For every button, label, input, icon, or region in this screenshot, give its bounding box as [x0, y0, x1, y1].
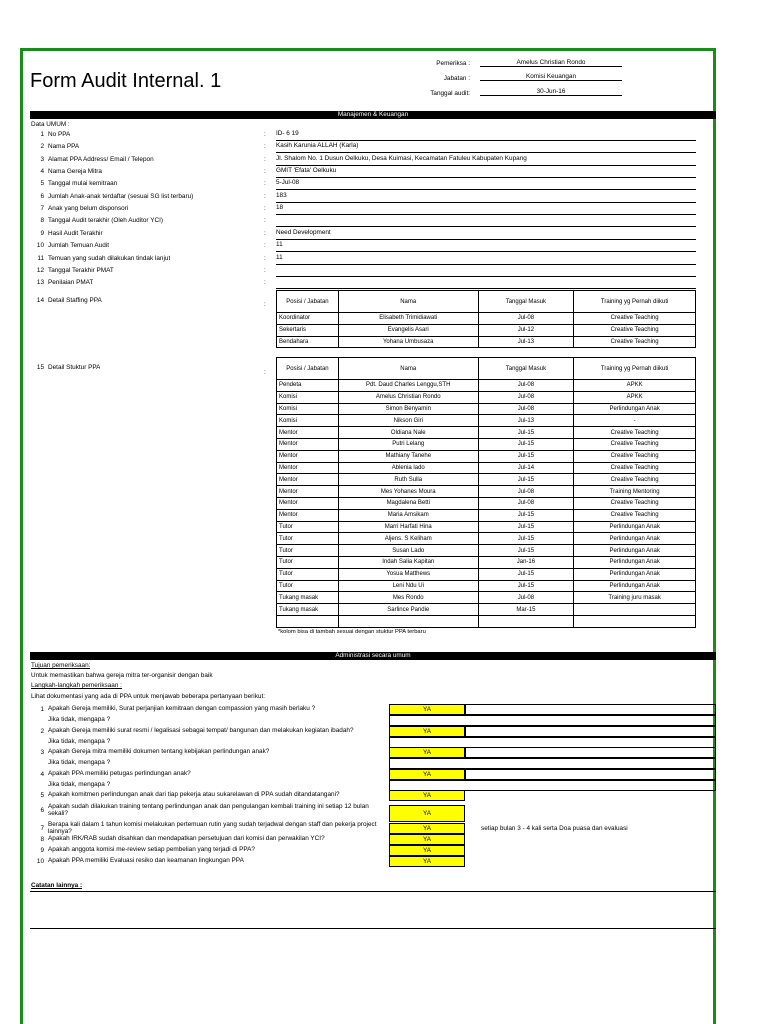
struktur-cell[interactable]: Simon Benyamin: [338, 403, 478, 415]
question-text: Apakah PPA memiliki petugas perlindungan anak?: [48, 770, 191, 777]
staff-header-cell: Nama: [338, 291, 478, 313]
struktur-cell[interactable]: [574, 615, 696, 627]
field-label: Jumlah Anak-anak terdaftar (sesuai SG list terbaru): [48, 192, 194, 200]
struktur-cell[interactable]: Mes Yohanes Moura: [338, 486, 478, 498]
staff-row: [277, 324, 696, 336]
field-label: Tanggal mulai kemitraan: [48, 180, 118, 188]
staff-header-cell: Posisi / Jabatan: [277, 291, 339, 313]
field-colon: :: [264, 254, 266, 262]
struktur-cell[interactable]: Jul-15: [478, 474, 574, 486]
pemeriksa-value[interactable]: Amelus Christian Rondo: [480, 59, 622, 67]
question-extra: setiap bulan 3 - 4 kali serta Doa puasa dan evaluasi: [481, 825, 628, 832]
struktur-cell[interactable]: Tutor: [277, 545, 339, 557]
answer-note[interactable]: [465, 726, 716, 737]
field-value[interactable]: 11: [276, 241, 696, 252]
field-colon: :: [264, 229, 266, 237]
staff-header-row: [277, 291, 696, 313]
struktur-header-cell: Tanggal Masuk: [478, 358, 574, 380]
section-bar-manajemen: Manajemen & Keuangan: [30, 111, 716, 119]
struktur-cell[interactable]: Jul-08: [478, 486, 574, 498]
answer-note[interactable]: [465, 747, 716, 758]
question-text: Apakah komitmen perlindungan anak dari tiap pekerja atau sukarelawan di PPA sudah ditandatangani?: [48, 791, 340, 798]
struktur-cell[interactable]: Jul-15: [478, 533, 574, 545]
struktur-row: [277, 592, 696, 604]
struktur-row: [277, 391, 696, 403]
struktur-cell[interactable]: [277, 615, 339, 627]
struktur-cell[interactable]: Ruth Sulla: [338, 474, 478, 486]
struktur-cell[interactable]: Yosua Matthews: [338, 568, 478, 580]
question-text: Apakah Gereja memiliki, Surat perjanjian kemitraan dengan compassion yang masih berlaku ?: [48, 705, 316, 712]
answer-ya[interactable]: YA: [389, 704, 465, 715]
struktur-cell[interactable]: [338, 615, 478, 627]
staff-header-cell: Tanggal Masuk: [478, 291, 574, 313]
answer-note[interactable]: [465, 704, 716, 715]
struktur-cell[interactable]: Perlindungan Anak: [574, 521, 696, 533]
question-number: 7: [40, 825, 44, 832]
struktur-cell[interactable]: Ablenia lado: [338, 462, 478, 474]
field-value[interactable]: 183: [276, 192, 696, 203]
jika-label: Jika tidak, mengapa ?: [48, 759, 111, 766]
answer-note[interactable]: [465, 769, 716, 780]
struktur-cell[interactable]: Perlindungan Anak: [574, 580, 696, 592]
struktur-cell[interactable]: Creative Teaching: [574, 462, 696, 474]
staff-cell[interactable]: Sekertaris: [277, 324, 339, 336]
staff-cell[interactable]: Evangelis Asari: [338, 324, 478, 336]
field-colon: :: [264, 180, 266, 188]
struktur-cell[interactable]: Creative Teaching: [574, 450, 696, 462]
struktur-cell[interactable]: Mentor: [277, 486, 339, 498]
struktur-label: Detail Stuktur PPA: [48, 364, 101, 371]
staff-cell[interactable]: Creative Teaching: [574, 313, 696, 325]
field-label: Tanggal Audit terakhir (Oleh Auditor YCI): [48, 217, 163, 225]
struktur-row: [277, 486, 696, 498]
staff-row: [277, 336, 696, 348]
struktur-cell[interactable]: Tutor: [277, 533, 339, 545]
struktur-cell[interactable]: Jul-15: [478, 568, 574, 580]
struktur-cell[interactable]: Mes Rondo: [338, 592, 478, 604]
struktur-cell[interactable]: Mentor: [277, 450, 339, 462]
struktur-cell[interactable]: Mentor: [277, 462, 339, 474]
struktur-cell[interactable]: Jul-15: [478, 427, 574, 439]
jabatan-value[interactable]: Komisi Keuangan: [480, 73, 622, 81]
struktur-cell[interactable]: [478, 615, 574, 627]
struktur-colon: :: [264, 369, 266, 376]
question-number: 10: [36, 858, 44, 865]
answer-ya[interactable]: YA: [389, 856, 465, 867]
staff-cell[interactable]: Jul-13: [478, 336, 574, 348]
struktur-cell[interactable]: Jul-15: [478, 545, 574, 557]
question-number: 2: [40, 728, 44, 735]
field-number: 13: [36, 279, 44, 287]
struktur-cell[interactable]: Creative Teaching: [574, 427, 696, 439]
question-number: 1: [40, 706, 44, 713]
struktur-cell[interactable]: Mar-15: [478, 604, 574, 616]
field-value[interactable]: 5-Jul-08: [276, 179, 696, 190]
field-number: 6: [40, 192, 44, 200]
struktur-row: [277, 556, 696, 568]
field-colon: :: [264, 242, 266, 250]
struktur-cell[interactable]: Mentor: [277, 474, 339, 486]
staff-colon: :: [264, 301, 266, 308]
staff-number: 14: [36, 297, 44, 304]
struktur-cell[interactable]: Putri Lelang: [338, 438, 478, 450]
struktur-cell[interactable]: APKK: [574, 380, 696, 392]
question-text: Apakah IRK/RAB sudah disahkan dan mendapatkan persetujuan dari komisi dan perwakilan YCI?: [48, 835, 325, 842]
question-text: Apakah Gereja memiliki surat resmi / legalisasi sebagai tempat/ bangunan dan melakukan kegiatan ibadah?: [48, 727, 354, 734]
struktur-cell[interactable]: Jul-08: [478, 497, 574, 509]
struktur-cell[interactable]: Pendeta: [277, 380, 339, 392]
field-label: Nama Gereja Mitra: [48, 168, 102, 176]
struktur-cell[interactable]: Creative Teaching: [574, 438, 696, 450]
question-number: 5: [40, 792, 44, 799]
struktur-cell[interactable]: Tutor: [277, 521, 339, 533]
struktur-row: [277, 533, 696, 545]
struktur-cell[interactable]: Komisi: [277, 403, 339, 415]
struktur-row: [277, 580, 696, 592]
struktur-cell[interactable]: Perlindungan Anak: [574, 403, 696, 415]
field-colon: :: [264, 217, 266, 225]
field-colon: :: [264, 205, 266, 213]
struktur-cell[interactable]: Jul-08: [478, 391, 574, 403]
answer-ya[interactable]: YA: [389, 747, 465, 758]
struktur-cell[interactable]: Jul-15: [478, 450, 574, 462]
struktur-row: [277, 497, 696, 509]
field-value[interactable]: Kasih Karunia ALLAH (Karla): [276, 142, 696, 153]
field-number: 1: [40, 131, 44, 138]
struktur-cell[interactable]: Oldiana Nale: [338, 427, 478, 439]
jika-answer[interactable]: [389, 758, 716, 769]
struktur-cell[interactable]: Tukang masak: [277, 592, 339, 604]
field-colon: :: [264, 155, 266, 163]
struktur-cell[interactable]: Marri Harfati Hina: [338, 521, 478, 533]
staff-label: Detail Staffing PPA: [48, 297, 102, 304]
field-value[interactable]: Need Development: [276, 229, 696, 240]
struktur-header-row: [277, 358, 696, 380]
staff-header-cell: Training yg Pernah diikuti: [574, 291, 696, 313]
struktur-cell[interactable]: Perlindungan Anak: [574, 533, 696, 545]
catatan-label: Catatan lainnya :: [31, 882, 83, 889]
struktur-cell[interactable]: Creative Teaching: [574, 474, 696, 486]
struktur-cell[interactable]: Tukang masak: [277, 604, 339, 616]
answer-ya[interactable]: YA: [389, 834, 465, 845]
struktur-row: [277, 415, 696, 427]
struktur-row: [277, 615, 696, 627]
staff-cell[interactable]: Jul-12: [478, 324, 574, 336]
jika-label: Jika tidak, mengapa ?: [48, 781, 111, 788]
struktur-row: [277, 403, 696, 415]
answer-ya[interactable]: YA: [389, 845, 465, 856]
field-value[interactable]: 11: [276, 254, 696, 265]
field-number: 9: [40, 229, 44, 237]
struktur-cell[interactable]: Tutor: [277, 580, 339, 592]
struktur-row: [277, 474, 696, 486]
struktur-row: [277, 509, 696, 521]
field-label: Temuan yang sudah dilakukan tindak lanjut: [48, 254, 171, 262]
field-value[interactable]: Jl. Shalom No. 1 Dusun Oelkuku, Desa Kuimasi, Kecamatan Fatuleu Kabupaten Kupang: [276, 155, 696, 166]
field-number: 3: [40, 155, 44, 163]
struktur-cell[interactable]: Magdalena Betti: [338, 497, 478, 509]
question-text: Berapa kali dalam 1 tahun komisi melakukan pertemuan rutin yang sudah terjadwal dengan staff dan pekerja project lainnya?: [48, 821, 377, 835]
struktur-cell[interactable]: Jul-08: [478, 380, 574, 392]
struktur-table: [276, 357, 696, 628]
field-label: Hasil Audit Terakhir: [48, 229, 103, 237]
field-value[interactable]: [276, 278, 696, 289]
field-colon: :: [264, 168, 266, 176]
field-label: Nama PPA: [48, 143, 80, 151]
field-value[interactable]: [276, 266, 696, 277]
langkah-text: Lihat dokumentasi yang ada di PPA untuk menjawab beberapa pertanyaan berikut:: [31, 693, 266, 700]
struktur-row: [277, 380, 696, 392]
staff-cell[interactable]: Yohana Umbusaza: [338, 336, 478, 348]
struktur-row: [277, 462, 696, 474]
field-colon: :: [264, 192, 266, 200]
pemeriksa-label: Pemeriksa :: [436, 60, 470, 67]
struktur-cell[interactable]: Creative Teaching: [574, 497, 696, 509]
answer-ya[interactable]: YA: [389, 805, 465, 822]
struktur-row: [277, 427, 696, 439]
struktur-cell[interactable]: Jul-13: [478, 415, 574, 427]
struktur-cell[interactable]: Training juru masak: [574, 592, 696, 604]
staff-cell[interactable]: Elisabeth Trimidiawati: [338, 313, 478, 325]
question-text: Apakah PPA memiliki Evaluasi resiko dan keamanan lingkungan PPA: [48, 857, 244, 864]
struktur-cell[interactable]: Mentor: [277, 497, 339, 509]
jabatan-label: Jabatan :: [443, 75, 470, 82]
section-bar-administrasi: Administrasi secara umum: [30, 652, 716, 660]
field-label: No PPA: [48, 131, 71, 138]
struktur-note: *kolom bisa di tambah sesuai dengan stuktur PPA terbaru: [278, 629, 426, 635]
question-number: 9: [40, 847, 44, 854]
question-number: 6: [40, 807, 44, 814]
field-label: Jumlah Temuan Audit: [48, 242, 109, 250]
field-number: 8: [40, 217, 44, 225]
question-text: Apakah anggota komisi me-review setiap pembelian yang terjadi di PPA?: [48, 846, 255, 853]
struktur-header-cell: Training yg Pernah diikuti: [574, 358, 696, 380]
struktur-cell[interactable]: Komisi: [277, 415, 339, 427]
field-label: Anak yang belum disponsori: [48, 205, 129, 213]
answer-ya[interactable]: YA: [389, 769, 465, 780]
struktur-cell[interactable]: -: [574, 415, 696, 427]
struktur-cell[interactable]: Jul-15: [478, 580, 574, 592]
staff-cell[interactable]: Creative Teaching: [574, 324, 696, 336]
struktur-cell[interactable]: Perlindungan Anak: [574, 545, 696, 557]
struktur-header-cell: Posisi / Jabatan: [277, 358, 339, 380]
answer-ya[interactable]: YA: [389, 790, 465, 801]
struktur-cell[interactable]: Pdt. Daud Charles Lenggu,STH: [338, 380, 478, 392]
field-value[interactable]: 18: [276, 204, 696, 215]
struktur-cell[interactable]: Maria Amsikam: [338, 509, 478, 521]
staff-cell[interactable]: Creative Teaching: [574, 336, 696, 348]
struktur-cell[interactable]: Sarlince Pandie: [338, 604, 478, 616]
answer-ya[interactable]: YA: [389, 726, 465, 737]
field-label: Alamat PPA Address/ Email / Telepon: [48, 155, 154, 163]
staff-cell[interactable]: Koordinator: [277, 313, 339, 325]
field-number: 11: [37, 254, 44, 262]
struktur-cell[interactable]: Komisi: [277, 391, 339, 403]
field-value[interactable]: GMIT 'Efata' Oelkuku: [276, 167, 696, 178]
staff-row: [277, 313, 696, 325]
jika-answer[interactable]: [389, 715, 716, 726]
field-number: 5: [40, 180, 44, 188]
struktur-cell[interactable]: Tutor: [277, 568, 339, 580]
question-number: 4: [40, 771, 44, 778]
struktur-cell[interactable]: Jul-15: [478, 521, 574, 533]
struktur-cell[interactable]: Leni Ndu Ui: [338, 580, 478, 592]
struktur-cell[interactable]: Amelus Christian Rondo: [338, 391, 478, 403]
tujuan-text: Untuk memastikan bahwa gereja mitra ter-organisir dengan baik: [31, 672, 213, 679]
field-number: 2: [40, 143, 44, 151]
data-umum-label: Data UMUM :: [31, 121, 70, 128]
field-colon: :: [264, 131, 266, 138]
field-colon: :: [264, 279, 266, 287]
struktur-cell[interactable]: Nikson Giri: [338, 415, 478, 427]
struktur-row: [277, 438, 696, 450]
struktur-cell[interactable]: Mathiany Tanehe: [338, 450, 478, 462]
field-label: Tanggal Terakhir PMAT: [48, 266, 114, 274]
struktur-cell[interactable]: Jul-15: [478, 438, 574, 450]
field-number: 4: [40, 168, 44, 176]
struktur-row: [277, 450, 696, 462]
tanggal-audit-label: Tanggal audit:: [430, 90, 470, 97]
struktur-header-cell: Nama: [338, 358, 478, 380]
struktur-cell[interactable]: Jul-15: [478, 509, 574, 521]
struktur-cell[interactable]: Tutor: [277, 556, 339, 568]
struktur-cell[interactable]: Aljens. S Keliham: [338, 533, 478, 545]
field-value[interactable]: ID- 6 19: [276, 130, 696, 141]
jika-label: Jika tidak, mengapa ?: [48, 716, 111, 723]
question-number: 3: [40, 749, 44, 756]
question-text: Apakah sudah dilakukan training tentang perlindungan anak dan pengulangan kembali training ini setiap 12 bulan sekali?: [48, 803, 369, 817]
field-colon: :: [264, 143, 266, 151]
tanggal-audit-value[interactable]: 30-Jun-16: [480, 88, 622, 96]
struktur-cell[interactable]: Creative Teaching: [574, 509, 696, 521]
struktur-row: [277, 604, 696, 616]
struktur-cell[interactable]: APKK: [574, 391, 696, 403]
staff-table: [276, 290, 696, 348]
field-value[interactable]: [276, 216, 696, 227]
field-number: 10: [36, 242, 44, 250]
question-text: Apakah Gereja mitra memiliki dokumen tentang kebijakan perlindungan anak?: [48, 748, 270, 755]
struktur-cell[interactable]: Perlindungan Anak: [574, 568, 696, 580]
struktur-cell[interactable]: Susan Lado: [338, 545, 478, 557]
struktur-cell[interactable]: Mentor: [277, 427, 339, 439]
tujuan-label: Tujuan pemeriksaan:: [31, 662, 91, 669]
field-number: 12: [36, 266, 44, 274]
staff-cell[interactable]: Jul-08: [478, 313, 574, 325]
struktur-cell[interactable]: Indah Salia Kapitan: [338, 556, 478, 568]
struktur-cell[interactable]: Perlindungan Anak: [574, 556, 696, 568]
struktur-cell[interactable]: Jul-08: [478, 403, 574, 415]
struktur-row: [277, 521, 696, 533]
struktur-row: [277, 545, 696, 557]
struktur-number: 15: [36, 364, 44, 371]
struktur-cell[interactable]: Jul-08: [478, 592, 574, 604]
staff-cell[interactable]: Bendahara: [277, 336, 339, 348]
struktur-cell[interactable]: Jul-14: [478, 462, 574, 474]
question-number: 8: [40, 836, 44, 843]
field-number: 7: [40, 205, 44, 213]
struktur-cell[interactable]: Training Mentoring: [574, 486, 696, 498]
struktur-row: [277, 568, 696, 580]
jika-label: Jika tidak, mengapa ?: [48, 738, 111, 745]
field-label: Penilaian PMAT: [48, 279, 94, 287]
catatan-box[interactable]: [30, 891, 716, 929]
form-title: Form Audit Internal. 1: [30, 70, 222, 92]
field-colon: :: [264, 266, 266, 274]
struktur-cell[interactable]: Mentor: [277, 509, 339, 521]
struktur-cell[interactable]: Jan-16: [478, 556, 574, 568]
answer-ya[interactable]: YA: [389, 823, 465, 834]
struktur-cell[interactable]: [574, 604, 696, 616]
langkah-label: Langkah-langkah pemeriksaan :: [31, 682, 122, 689]
struktur-cell[interactable]: Mentor: [277, 438, 339, 450]
